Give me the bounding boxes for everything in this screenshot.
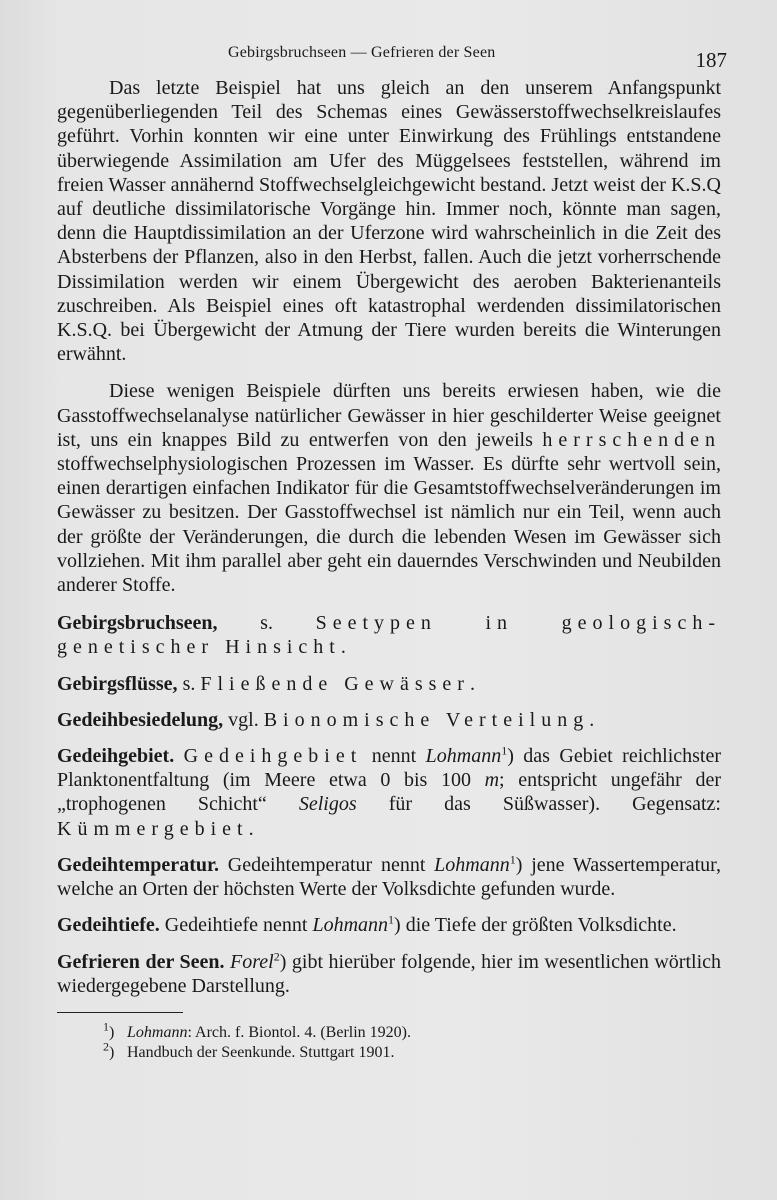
footnote-number: 1 [103, 1019, 109, 1034]
entry-headword: Gefrieren der Seen. [57, 950, 225, 973]
text-run: Gedeihtiefe nennt [159, 914, 313, 937]
cross-reference: Seetypen in geologisch-genetischer Hinsicht [57, 612, 721, 659]
footnote-text: Handbuch der Seenkunde. Stuttgart 1901. [127, 1043, 395, 1061]
page-header [57, 36, 755, 76]
entry-headword: Gedeihbesiedelung, [57, 708, 224, 731]
footnote-rule [57, 1012, 183, 1013]
text-run: Diese wenigen Beispiele dürften uns bereits erwiesen haben, wie die Gasstoffwechselanalyse natürlicher Gewässer in hier geschilderter Weise geeignet ist, uns ein knappes Bild zu entwerfen von den jeweils [57, 380, 721, 451]
text-run: . [589, 708, 595, 731]
author-name: Lohmann [312, 914, 389, 937]
footnote-paren: ) [109, 1023, 115, 1041]
author-name: Seligos [298, 793, 357, 816]
entry-headword: Gedeihgebiet. [57, 745, 175, 768]
glossary-entry [57, 708, 721, 732]
paragraph [57, 379, 721, 597]
glossary-entry [57, 950, 721, 998]
cross-reference: Fließende Gewässer [200, 672, 470, 695]
text-run: ; entspricht ungefähr der „trophogenen Schicht“ [57, 769, 721, 816]
page-number: 187 [695, 48, 727, 72]
text-run: ) jene Wassertemperatur, welche an Orten der höchsten Werte der Volksdichte gefunden wurde. [57, 853, 721, 901]
footnote [103, 1039, 755, 1063]
entry-headword: Gedeihtiefe. [57, 914, 160, 937]
spaced-term: Gedeihgebiet [183, 745, 363, 768]
footnote-ref: 1 [388, 912, 395, 927]
glossary-entry [57, 913, 721, 937]
text-run: Gedeihtemperatur nennt [219, 853, 435, 876]
text-run: ) die Tiefe der größten Volksdichte. [394, 914, 677, 937]
paragraph: Das letzte Beispiel hat uns gleich an den unserem Anfangspunkt gegenüberliegenden Teil des Schemas eines Gewässerstoffwechselkreislaufes geführt. Vorhin konnten wir eine unter Einwirkung des Frühlings entstandene überwiegende Assimilation am Ufer des Müggelsees feststellen, während im freien Wasser annähernd Stoffwechselgleichgewicht bestand. Jetzt weist der K.S.Q auf deutliche dissimilatorische Vorgänge hin. Immer noch, könnte man sagen, denn die Hauptdissimilation an der Uferzone wird wahrscheinlich in die Zeit des Absterbens der Pflanzen, also in den Herbst, fallen. Auch die jetzt vorherrschende Dissimilation werden wir einem Übergewicht des aeroben Bakterienanteils zuschreiben. Als Beispiel eines oft katastrophal werdenden dissimilatorischen K.S.Q. bei Übergewicht der Atmung der Tiere wurden bereits die Winterungen erwähnt. [57, 77, 721, 366]
footnote [103, 1019, 755, 1043]
footnote-paren: ) [109, 1043, 115, 1061]
body-text [57, 76, 721, 998]
text-run: . [248, 817, 254, 840]
text-run: ) das Gebiet reichlichster Planktonentfaltung (im Meere etwa 0 bis 100 [57, 745, 722, 792]
text-run: . [469, 672, 475, 695]
author-name: Lohmann [434, 853, 510, 876]
text-run: stoffwechselphysiologischen Prozessen im Wasser. Es dürfte sehr wertvoll sein, einen derartigen einfachen Indikator für die Gesamtstoffwechselveränderungen im Gewässer zu besitzen. Der Gasstoffwechsel ist nämlich nur ein Teil, wenn auch der größte der Veränderungen, die durch die lebenden Wesen im Gewässer sich vollziehen. Mit ihm parallel aber geht ein dauerndes Verschwinden und Neubilden anderer Stoffe. [57, 453, 721, 597]
glossary-entry [57, 853, 721, 901]
glossary-entry [57, 672, 721, 696]
cross-reference: Kümmergebiet [57, 817, 249, 840]
footnote-text: : Arch. f. Biontol. 4. (Berlin 1920). [187, 1023, 411, 1041]
unit: m [484, 769, 500, 792]
running-title: Gebirgsbruchseen — Gefrieren der Seen [228, 44, 496, 61]
text-run: ) gibt hierüber folgende, hier im wesentlichen wörtlich wiedergegebene Darstellung. [57, 950, 722, 997]
author-name: Forel [230, 950, 274, 973]
glossary-entry [57, 611, 721, 659]
text-run: s. [217, 612, 316, 635]
author-name: Lohmann [127, 1023, 188, 1041]
text-run: s. [177, 672, 201, 695]
text-run: vgl. [223, 708, 264, 731]
cross-reference: Bionomische Verteilung [263, 708, 590, 731]
text-run: . [340, 636, 346, 659]
footnote-ref: 2 [273, 948, 280, 963]
author-name: Lohmann [425, 745, 502, 768]
footnote-ref: 1 [509, 852, 516, 867]
footnote-number: 2 [103, 1039, 109, 1054]
entry-headword: Gedeihtemperatur. [57, 853, 220, 876]
glossary-entry [57, 744, 721, 841]
entry-headword: Gebirgsflüsse, [57, 672, 178, 695]
spaced-term: herrschenden [542, 428, 721, 451]
text-run: für das Süßwasser). Gegensatz: [356, 793, 721, 816]
footnote-ref: 1 [501, 743, 508, 758]
text-run: nennt [362, 745, 426, 768]
entry-headword: Gebirgsbruchseen, [57, 612, 218, 635]
footnotes [57, 1019, 755, 1063]
